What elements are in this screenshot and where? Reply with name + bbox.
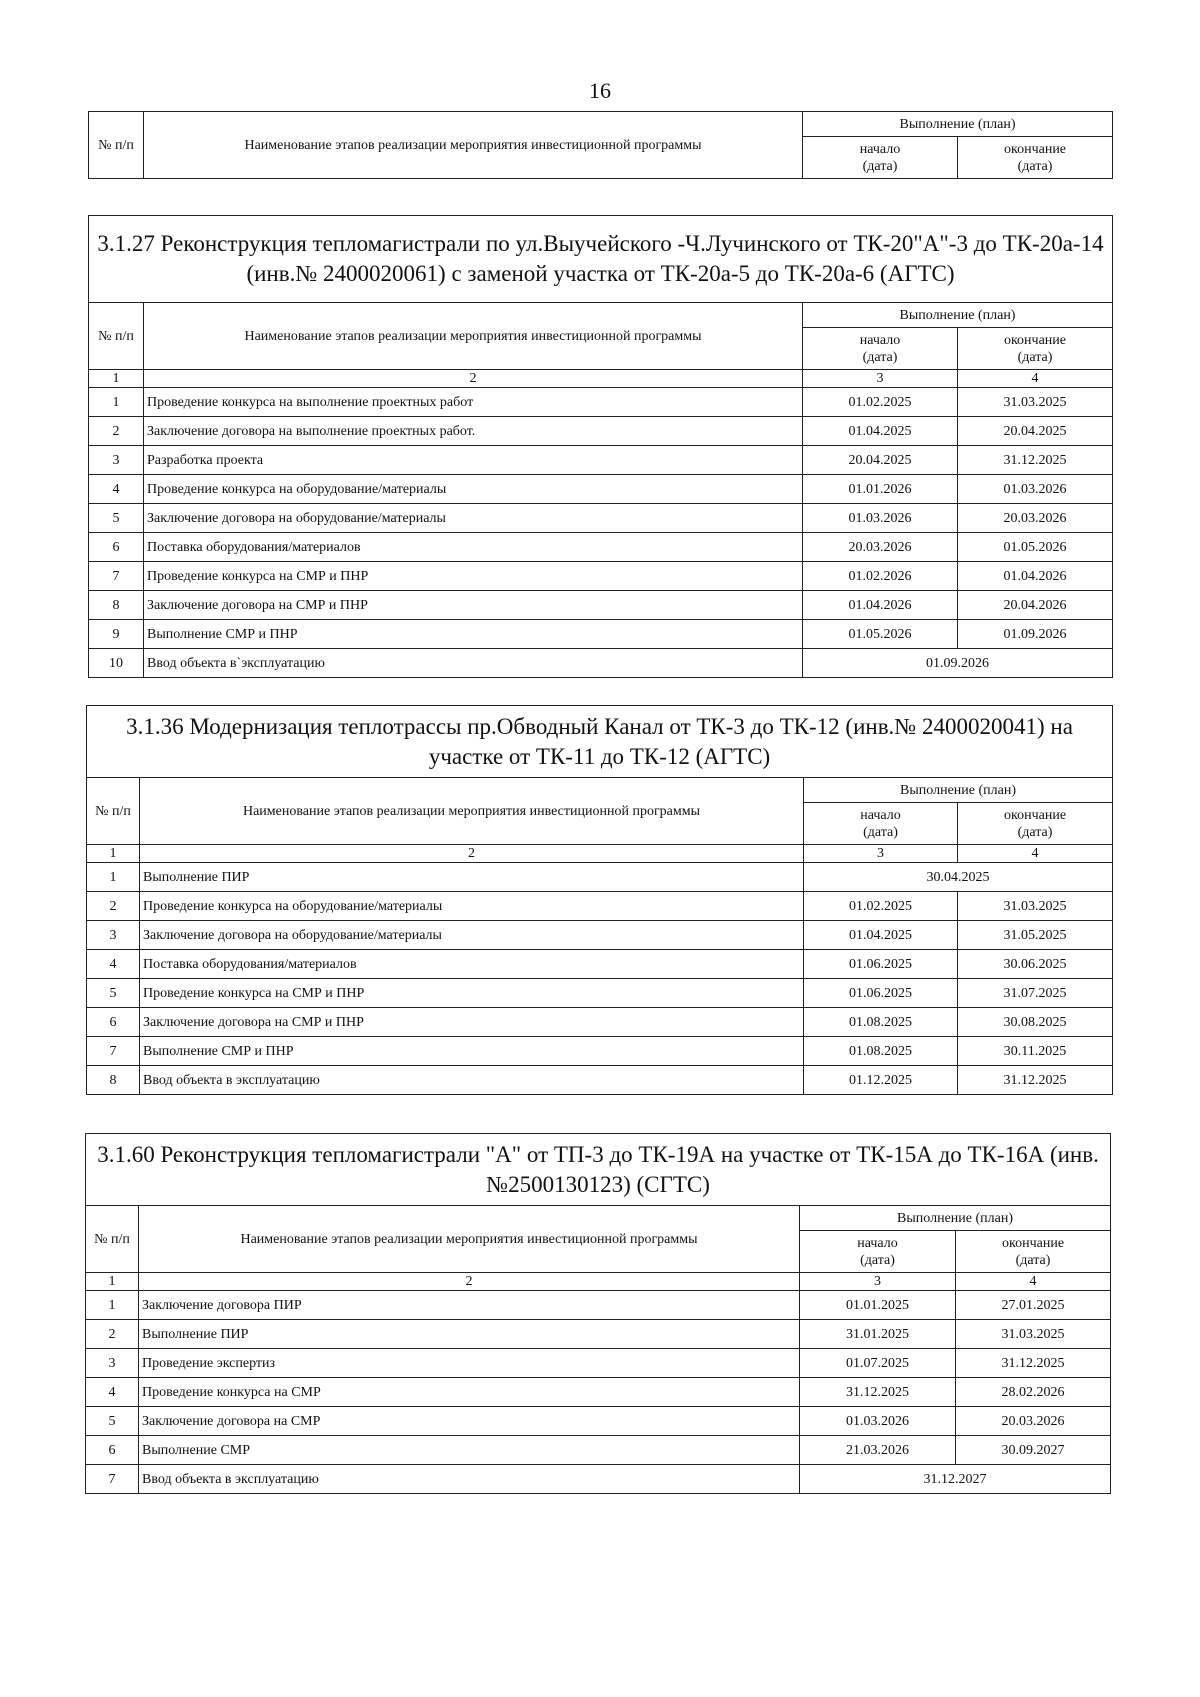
start-date: 01.05.2026 bbox=[803, 620, 958, 649]
end-date: 31.12.2025 bbox=[958, 1066, 1113, 1095]
section-title: 3.1.36 Модернизация теплотрассы пр.Обводный Канал от ТК-3 до ТК-12 (инв.№ 2400020041) на участке от ТК-11 до ТК-12 (АГТС) bbox=[87, 706, 1113, 778]
stage-name: Выполнение ПИР bbox=[139, 1320, 800, 1349]
completion-date: 30.04.2025 bbox=[804, 863, 1113, 892]
start-date: 01.02.2025 bbox=[804, 892, 958, 921]
table-row bbox=[87, 921, 1113, 950]
end-date: 30.08.2025 bbox=[958, 1008, 1113, 1037]
section-title-row bbox=[87, 706, 1113, 778]
column-index-row bbox=[86, 1273, 1111, 1291]
row-number: 4 bbox=[87, 950, 140, 979]
start-date: 01.06.2025 bbox=[804, 979, 958, 1008]
column-index-cell: 4 bbox=[958, 370, 1113, 388]
start-date: 01.03.2026 bbox=[800, 1407, 956, 1436]
row-number: 3 bbox=[89, 446, 144, 475]
end-date: 30.11.2025 bbox=[958, 1037, 1113, 1066]
end-date: 31.03.2025 bbox=[958, 892, 1113, 921]
end-date: 31.12.2025 bbox=[956, 1349, 1111, 1378]
start-date: 01.03.2026 bbox=[803, 504, 958, 533]
row-number: 1 bbox=[87, 863, 140, 892]
stage-name: Заключение договора на оборудование/материалы bbox=[144, 504, 803, 533]
col-name-header: Наименование этапов реализации мероприятия инвестиционной программы bbox=[140, 778, 804, 845]
row-number: 1 bbox=[86, 1291, 139, 1320]
row-number: 3 bbox=[86, 1349, 139, 1378]
section-title-row bbox=[86, 1134, 1111, 1206]
table-row bbox=[89, 475, 1113, 504]
section-header-row bbox=[89, 303, 1113, 328]
col-exec-header: Выполнение (план) bbox=[804, 778, 1113, 803]
stage-name: Заключение договора на выполнение проектных работ. bbox=[144, 417, 803, 446]
stage-name: Выполнение СМР bbox=[139, 1436, 800, 1465]
row-number: 7 bbox=[86, 1465, 139, 1494]
end-date: 01.03.2026 bbox=[958, 475, 1113, 504]
end-date: 01.05.2026 bbox=[958, 533, 1113, 562]
start-date: 01.07.2025 bbox=[800, 1349, 956, 1378]
end-date: 31.07.2025 bbox=[958, 979, 1113, 1008]
table-row bbox=[89, 533, 1113, 562]
completion-date: 01.09.2026 bbox=[803, 649, 1113, 678]
end-date: 20.04.2025 bbox=[958, 417, 1113, 446]
column-index-row bbox=[89, 370, 1113, 388]
column-index-cell: 2 bbox=[139, 1273, 800, 1291]
col-num-header: № п/п bbox=[86, 1206, 139, 1273]
page-number: 16 bbox=[589, 78, 611, 103]
start-date: 01.08.2025 bbox=[804, 1037, 958, 1066]
column-index-cell: 1 bbox=[87, 845, 140, 863]
end-date: 30.06.2025 bbox=[958, 950, 1113, 979]
stage-name: Выполнение СМР и ПНР bbox=[140, 1037, 804, 1066]
row-number: 9 bbox=[89, 620, 144, 649]
col-start-header: начало (дата) bbox=[800, 1231, 956, 1273]
row-number: 5 bbox=[87, 979, 140, 1008]
section-table bbox=[85, 1133, 1111, 1494]
table-row bbox=[89, 591, 1113, 620]
end-date: 30.09.2027 bbox=[956, 1436, 1111, 1465]
start-date: 01.06.2025 bbox=[804, 950, 958, 979]
row-number: 8 bbox=[89, 591, 144, 620]
col-start-header: начало (дата) bbox=[804, 803, 958, 845]
section-header-row bbox=[86, 1206, 1111, 1231]
col-exec-header: Выполнение (план) bbox=[800, 1206, 1111, 1231]
start-date: 31.01.2025 bbox=[800, 1320, 956, 1349]
table-row bbox=[87, 1066, 1113, 1095]
col-start-header: начало (дата) bbox=[803, 328, 958, 370]
stage-name: Заключение договора на СМР и ПНР bbox=[140, 1008, 804, 1037]
table-row bbox=[87, 863, 1113, 892]
col-exec-header: Выполнение (план) bbox=[803, 112, 1113, 137]
row-number: 3 bbox=[87, 921, 140, 950]
start-date: 20.04.2025 bbox=[803, 446, 958, 475]
column-index-cell: 2 bbox=[140, 845, 804, 863]
column-index-cell: 1 bbox=[86, 1273, 139, 1291]
section-table bbox=[88, 215, 1113, 678]
row-number: 2 bbox=[89, 417, 144, 446]
row-number: 6 bbox=[87, 1008, 140, 1037]
col-end-header: окончание (дата) bbox=[958, 137, 1113, 179]
table-row bbox=[86, 1378, 1111, 1407]
start-date: 01.01.2026 bbox=[803, 475, 958, 504]
col-start-header: начало (дата) bbox=[803, 137, 958, 179]
col-name-header: Наименование этапов реализации мероприятия инвестиционной программы bbox=[144, 303, 803, 370]
stage-name: Заключение договора на СМР bbox=[139, 1407, 800, 1436]
stage-name: Заключение договора ПИР bbox=[139, 1291, 800, 1320]
table-row bbox=[87, 979, 1113, 1008]
table-row bbox=[87, 892, 1113, 921]
column-index-cell: 4 bbox=[958, 845, 1113, 863]
column-index-cell: 4 bbox=[956, 1273, 1111, 1291]
col-end-header: окончание (дата) bbox=[956, 1231, 1111, 1273]
column-index-cell: 3 bbox=[803, 370, 958, 388]
stage-name: Проведение конкурса на СМР и ПНР bbox=[140, 979, 804, 1008]
stage-name: Разработка проекта bbox=[144, 446, 803, 475]
start-date: 20.03.2026 bbox=[803, 533, 958, 562]
column-index-cell: 3 bbox=[800, 1273, 956, 1291]
stage-name: Проведение конкурса на СМР и ПНР bbox=[144, 562, 803, 591]
stage-name: Заключение договора на оборудование/материалы bbox=[140, 921, 804, 950]
end-date: 20.03.2026 bbox=[956, 1407, 1111, 1436]
col-num-header: № п/п bbox=[89, 303, 144, 370]
table-row bbox=[87, 1037, 1113, 1066]
table-row bbox=[89, 649, 1113, 678]
row-number: 2 bbox=[86, 1320, 139, 1349]
table-row bbox=[89, 562, 1113, 591]
end-date: 31.05.2025 bbox=[958, 921, 1113, 950]
column-index-row bbox=[87, 845, 1113, 863]
table-row bbox=[89, 388, 1113, 417]
row-number: 7 bbox=[87, 1037, 140, 1066]
start-date: 01.02.2025 bbox=[803, 388, 958, 417]
stage-name: Ввод объекта в`эксплуатацию bbox=[144, 649, 803, 678]
col-num-header: № п/п bbox=[87, 778, 140, 845]
stage-name: Ввод объекта в эксплуатацию bbox=[139, 1465, 800, 1494]
table-row bbox=[89, 504, 1113, 533]
start-date: 01.04.2026 bbox=[803, 591, 958, 620]
start-date: 21.03.2026 bbox=[800, 1436, 956, 1465]
column-index-cell: 2 bbox=[144, 370, 803, 388]
column-index-cell: 1 bbox=[89, 370, 144, 388]
start-date: 01.08.2025 bbox=[804, 1008, 958, 1037]
end-date: 31.12.2025 bbox=[958, 446, 1113, 475]
stage-name: Ввод объекта в эксплуатацию bbox=[140, 1066, 804, 1095]
section-title: 3.1.60 Реконструкция тепломагистрали "А" от ТП-3 до ТК-19А на участке от ТК-15А до ТК-16А (инв.№2500130123) (СГТС) bbox=[86, 1134, 1111, 1206]
start-date: 01.04.2025 bbox=[804, 921, 958, 950]
start-date: 01.12.2025 bbox=[804, 1066, 958, 1095]
stage-name: Проведение экспертиз bbox=[139, 1349, 800, 1378]
running-header-table bbox=[88, 111, 1113, 179]
row-number: 4 bbox=[89, 475, 144, 504]
table-row bbox=[87, 950, 1113, 979]
row-number: 5 bbox=[86, 1407, 139, 1436]
table-row bbox=[86, 1407, 1111, 1436]
section-title-row bbox=[89, 216, 1113, 303]
row-number: 1 bbox=[89, 388, 144, 417]
section-header-row bbox=[87, 778, 1113, 803]
end-date: 01.04.2026 bbox=[958, 562, 1113, 591]
end-date: 31.03.2025 bbox=[956, 1320, 1111, 1349]
row-number: 7 bbox=[89, 562, 144, 591]
table-row bbox=[89, 620, 1113, 649]
col-num-header: № п/п bbox=[89, 112, 144, 179]
end-date: 28.02.2026 bbox=[956, 1378, 1111, 1407]
table-row bbox=[86, 1320, 1111, 1349]
col-end-header: окончание (дата) bbox=[958, 803, 1113, 845]
stage-name: Заключение договора на СМР и ПНР bbox=[144, 591, 803, 620]
end-date: 20.03.2026 bbox=[958, 504, 1113, 533]
section-table bbox=[86, 705, 1113, 1095]
start-date: 01.01.2025 bbox=[800, 1291, 956, 1320]
table-row bbox=[86, 1465, 1111, 1494]
col-name-header: Наименование этапов реализации мероприятия инвестиционной программы bbox=[144, 112, 803, 179]
table-row bbox=[86, 1291, 1111, 1320]
row-number: 2 bbox=[87, 892, 140, 921]
stage-name: Выполнение СМР и ПНР bbox=[144, 620, 803, 649]
col-end-header: окончание (дата) bbox=[958, 328, 1113, 370]
column-index-cell: 3 bbox=[804, 845, 958, 863]
stage-name: Поставка оборудования/материалов bbox=[144, 533, 803, 562]
stage-name: Поставка оборудования/материалов bbox=[140, 950, 804, 979]
table-row bbox=[87, 1008, 1113, 1037]
end-date: 27.01.2025 bbox=[956, 1291, 1111, 1320]
row-number: 5 bbox=[89, 504, 144, 533]
row-number: 4 bbox=[86, 1378, 139, 1407]
stage-name: Проведение конкурса на оборудование/материалы bbox=[144, 475, 803, 504]
end-date: 01.09.2026 bbox=[958, 620, 1113, 649]
stage-name: Проведение конкурса на выполнение проектных работ bbox=[144, 388, 803, 417]
completion-date: 31.12.2027 bbox=[800, 1465, 1111, 1494]
stage-name: Проведение конкурса на оборудование/материалы bbox=[140, 892, 804, 921]
section-title: 3.1.27 Реконструкция тепломагистрали по ул.Выучейского -Ч.Лучинского от ТК-20"А"-3 до ТК-20а-14 (инв.№ 2400020061) с заменой участка от ТК-20а-5 до ТК-20а-6 (АГТС) bbox=[89, 216, 1113, 303]
row-number: 8 bbox=[87, 1066, 140, 1095]
table-row bbox=[89, 417, 1113, 446]
row-number: 6 bbox=[86, 1436, 139, 1465]
table-row bbox=[86, 1436, 1111, 1465]
start-date: 01.02.2026 bbox=[803, 562, 958, 591]
end-date: 31.03.2025 bbox=[958, 388, 1113, 417]
table-row bbox=[86, 1349, 1111, 1378]
row-number: 6 bbox=[89, 533, 144, 562]
col-exec-header: Выполнение (план) bbox=[803, 303, 1113, 328]
stage-name: Выполнение ПИР bbox=[140, 863, 804, 892]
start-date: 01.04.2025 bbox=[803, 417, 958, 446]
table-row bbox=[89, 446, 1113, 475]
start-date: 31.12.2025 bbox=[800, 1378, 956, 1407]
stage-name: Проведение конкурса на СМР bbox=[139, 1378, 800, 1407]
end-date: 20.04.2026 bbox=[958, 591, 1113, 620]
row-number: 10 bbox=[89, 649, 144, 678]
col-name-header: Наименование этапов реализации мероприятия инвестиционной программы bbox=[139, 1206, 800, 1273]
